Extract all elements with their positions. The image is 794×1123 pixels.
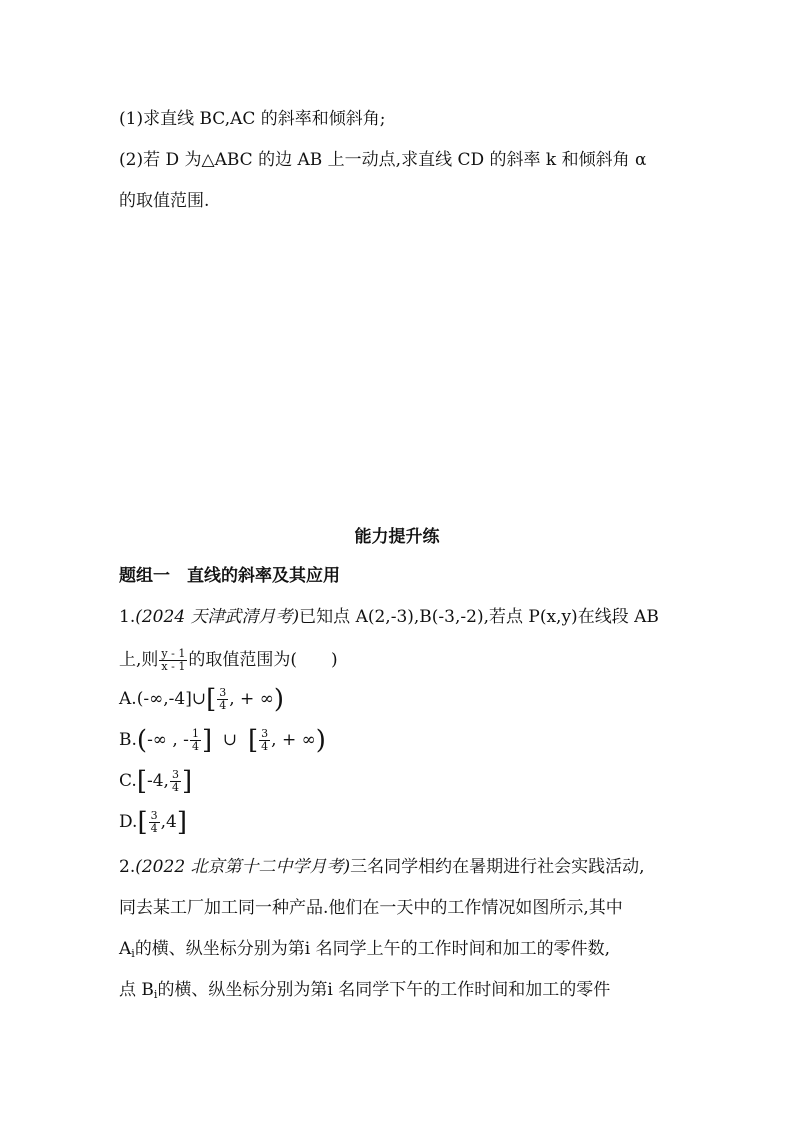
option-c-fraction	[170, 769, 181, 794]
option-b-rparen: )	[315, 725, 326, 756]
q2-text3: 的横、纵坐标分别为第i 名同学上午的工作时间和加工的零件数,	[134, 939, 611, 959]
part2-line2: 的取值范围.	[119, 191, 210, 211]
option-a-fraction	[217, 687, 228, 712]
numerator: 3	[171, 768, 179, 781]
option-d-fraction	[149, 810, 160, 835]
option-c-rbracket: ]	[181, 766, 193, 797]
fraction-denominator: x - 1	[161, 660, 186, 673]
option-b-rbracket: ]	[201, 725, 213, 756]
q2-number: 2.	[119, 857, 136, 877]
option-b-fraction	[190, 728, 201, 753]
option-b-fraction2	[259, 728, 270, 753]
q1-text2-post: 的取值范围为(	[188, 650, 297, 670]
option-a-label: A.	[119, 689, 137, 709]
numerator: 3	[261, 727, 269, 740]
q1-source: (2024 天津武清月考)	[135, 607, 300, 627]
comma: ,	[271, 730, 277, 750]
q1-text2-pre: 上,则	[119, 650, 159, 670]
numerator: 3	[219, 686, 227, 699]
q2-text4: 的横、纵坐标分别为第i 名同学下午的工作时间和加工的零件	[157, 980, 611, 1000]
q2-a-sub: i	[131, 947, 135, 960]
q2-source: (2022 北京第十二中学月考)	[135, 857, 351, 877]
part2-line1: (2)若 D 为△ABC 的边 AB 上一动点,求直线 CD 的斜率 k 和倾斜角 α	[119, 150, 647, 170]
q1-text2-close: )	[330, 650, 338, 670]
q1-fraction	[159, 648, 187, 673]
q1-option-a	[119, 684, 285, 715]
q1-number: 1.	[119, 607, 136, 627]
option-c-text: -4,	[146, 771, 169, 791]
q1-line2	[119, 648, 338, 673]
denominator: 4	[261, 740, 269, 753]
option-b-lbracket: [	[247, 725, 259, 756]
option-a-text: (-∞,-4]∪	[136, 689, 207, 709]
q2-a: A	[119, 939, 132, 959]
q1-line1	[119, 605, 659, 629]
q2-b: 点 B	[119, 980, 154, 1000]
q1-text1: 已知点 A(2,-3),B(-3,-2),若点 P(x,y)在线段 AB	[299, 607, 659, 627]
option-b-text: -∞ , -	[147, 730, 189, 750]
option-d-text: ,4	[160, 812, 177, 832]
option-c-lbracket: [	[136, 766, 147, 797]
option-d-rbracket: ]	[176, 807, 187, 838]
q2-line1	[119, 855, 645, 879]
part1: (1)求直线 BC,AC 的斜率和倾斜角;	[119, 109, 386, 129]
q2-line2: 同去某工厂加工同一种产品.他们在一天中的工作情况如图所示,其中	[119, 898, 623, 918]
option-c-label: C.	[119, 771, 137, 791]
q2-b-sub: i	[153, 988, 158, 1001]
option-b-inf: + ∞	[281, 730, 316, 750]
q2-line4	[119, 978, 610, 1007]
q1-option-b	[119, 725, 326, 756]
comma: ,	[229, 689, 235, 709]
option-b-label: B.	[119, 730, 137, 750]
denominator: 4	[191, 740, 199, 753]
option-a-lbracket: [	[206, 684, 217, 715]
q2-text1: 三名同学相约在暑期进行社会实践活动,	[350, 857, 645, 877]
denominator: 4	[171, 781, 179, 794]
option-a-inf: + ∞	[240, 689, 274, 709]
group-title: 题组一 直线的斜率及其应用	[119, 566, 340, 586]
q2-line3	[119, 937, 610, 966]
numerator: 3	[150, 809, 158, 822]
option-d-label: D.	[119, 812, 138, 832]
q1-option-c	[119, 766, 193, 797]
option-d-lbracket: [	[137, 807, 148, 838]
option-b-lparen: (	[136, 725, 148, 756]
option-a-rparen: )	[273, 684, 285, 715]
fraction-numerator: y - 1	[161, 647, 186, 660]
numerator: 1	[191, 727, 199, 740]
denominator: 4	[150, 822, 158, 835]
denominator: 4	[219, 699, 227, 712]
q1-option-d	[119, 807, 187, 838]
section-title: 能力提升练	[354, 527, 440, 547]
option-b-union: ∪	[222, 730, 238, 750]
